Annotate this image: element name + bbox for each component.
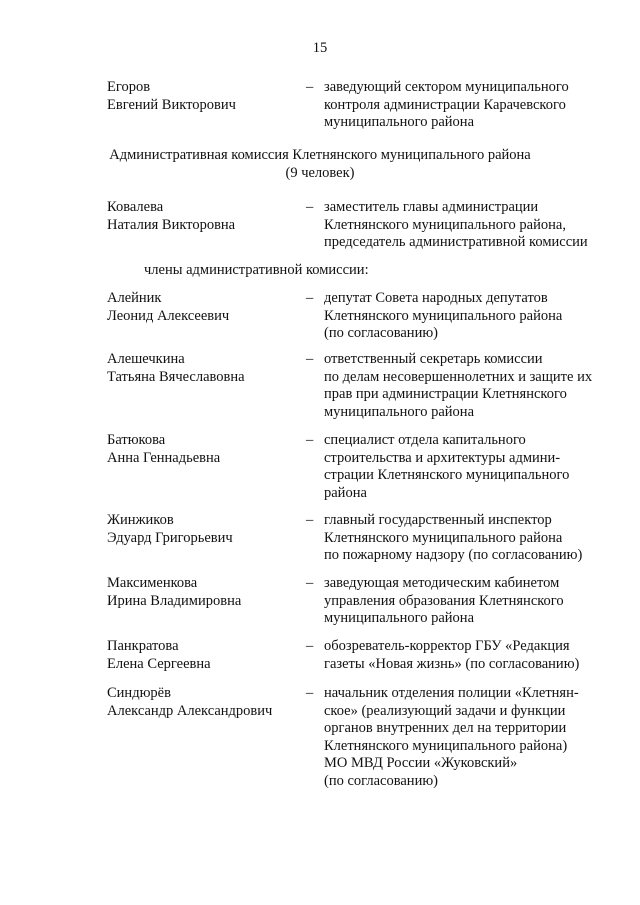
role-line: Клетнянского муниципального района) [324,737,568,754]
role-line: главный государственный инспектор [324,512,552,528]
role-line: страции Клетнянского муниципального [324,467,570,484]
person-role [324,290,609,343]
role-line: муниципального района [324,114,474,131]
role-line: заведующий сектором муниципального [324,79,569,95]
surname: Максименкова [107,575,198,591]
page-number: 15 [312,40,328,56]
role-line: прав при администрации Клетнянского [324,386,567,403]
person-name [107,575,297,610]
role-line: муниципального района [324,403,474,420]
person-name [107,290,297,325]
role-line: района [324,484,367,501]
dash-separator: – [306,432,314,448]
members-heading: члены административной комиссии: [144,262,369,278]
surname: Панкратова [107,638,179,654]
person-role [324,351,609,421]
role-line: органов внутренних дел на территории [324,720,567,737]
given-names: Леонид Алексеевич [107,307,230,324]
role-line: заведующая методическим кабинетом [324,575,560,591]
role-line: МО МВД России «Жуковский» [324,755,518,772]
role-line: специалист отдела капитального [324,432,526,448]
role-line: (по согласованию) [324,325,438,342]
person-role [324,575,609,628]
dash-separator: – [306,290,314,306]
dash-separator: – [306,199,314,215]
person-name [107,199,297,234]
person-name [107,351,297,386]
commission-count: (9 человек) [285,164,355,181]
surname: Алешечкина [107,351,185,367]
given-names: Татьяна Вячеславовна [107,368,245,385]
surname: Жинжиков [107,512,174,528]
given-names: Анна Геннадьевна [107,449,221,466]
role-line: строительства и архитектуры админи- [324,449,561,466]
given-names: Ирина Владимировна [107,592,242,609]
role-line: контроля администрации Карачевского [324,96,566,113]
given-names: Наталия Викторовна [107,216,236,233]
role-line: по пожарному надзору (по согласованию) [324,547,583,564]
person-role [324,199,609,252]
given-names: Эдуард Григорьевич [107,529,233,546]
given-names: Александр Александрович [107,702,273,719]
role-line: заместитель главы администрации [324,199,539,215]
dash-separator: – [306,351,314,367]
surname: Алейник [107,290,162,306]
surname: Егоров [107,79,151,95]
role-line: председатель административной комиссии [324,234,588,251]
role-line: управления образования Клетнянского [324,592,564,609]
surname: Ковалева [107,199,164,215]
role-line: Клетнянского муниципального района [324,529,563,546]
role-line: по делам несовершеннолетних и защите их [324,368,593,385]
person-name [107,432,297,467]
role-line: обозреватель-корректор ГБУ «Редакция [324,638,570,654]
person-name [107,685,297,720]
person-role [324,79,609,132]
commission-title [0,147,640,182]
role-line: начальник отделения полиции «Клетнян- [324,685,579,701]
given-names: Елена Сергеевна [107,655,211,672]
role-line: ское» (реализующий задачи и функции [324,702,566,719]
person-name [107,512,297,547]
role-line: Клетнянского муниципального района [324,307,563,324]
person-name [107,79,297,114]
dash-separator: – [306,79,314,95]
person-role [324,685,609,791]
person-name [107,638,297,673]
role-line: газеты «Новая жизнь» (по согласованию) [324,655,580,672]
dash-separator: – [306,575,314,591]
role-line: ответственный секретарь комиссии [324,351,543,367]
dash-separator: – [306,638,314,654]
commission-name: Административная комиссия Клетнянского муниципального района [109,147,531,163]
surname: Батюкова [107,432,166,448]
role-line: Клетнянского муниципального района, [324,216,566,233]
role-line: депутат Совета народных депутатов [324,290,548,306]
person-role [324,638,609,673]
surname: Синдюрёв [107,685,171,701]
role-line: муниципального района [324,610,474,627]
dash-separator: – [306,685,314,701]
person-role [324,432,609,502]
given-names: Евгений Викторович [107,96,236,113]
person-role [324,512,609,565]
dash-separator: – [306,512,314,528]
role-line: (по согласованию) [324,772,438,789]
